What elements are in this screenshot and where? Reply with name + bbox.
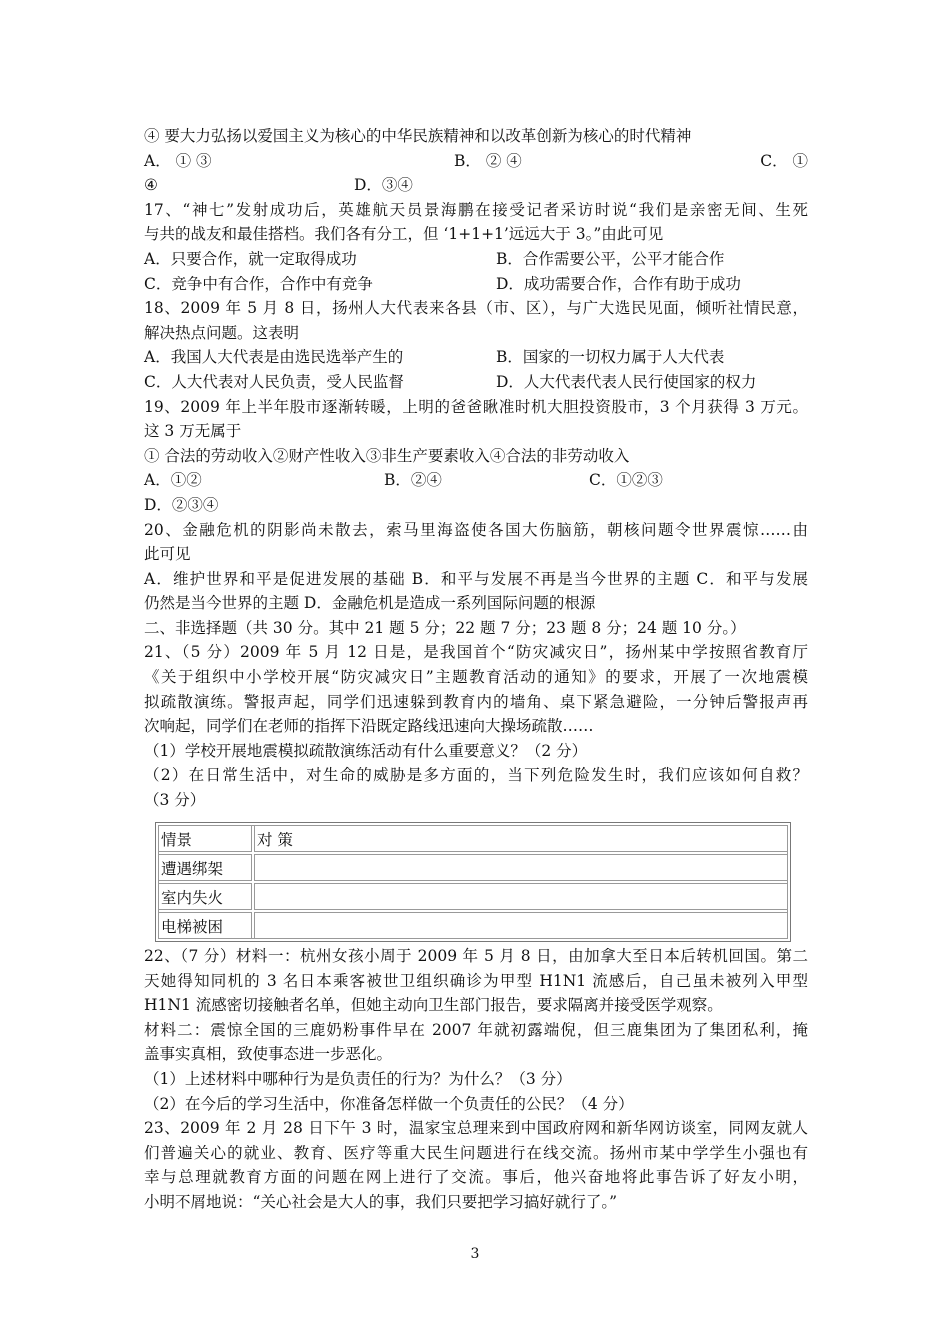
question-18-cont: 解决热点问题。这表明: [144, 323, 300, 342]
question-23-cont: 们普遍关心的就业、教育、医疗等重大民生问题进行在线交流。扬州市某中学学生小强也有: [144, 1143, 808, 1162]
option-c: C．竞争中有合作，合作中有竞争: [144, 274, 373, 293]
table-header-cell: 对 策: [254, 825, 788, 852]
option-d: D．③④: [354, 176, 413, 195]
option-a: A．只要合作，就一定取得成功: [144, 249, 357, 268]
sub-question-points: （3 分）: [144, 791, 206, 810]
option-d: D．②③④: [144, 495, 219, 514]
table-row: [158, 912, 788, 939]
document-page-lower: [144, 944, 808, 1215]
question-23-cont: 小明不屑地说：“关心社会是大人的事，我们只要把学习搞好就行了。”: [144, 1192, 618, 1211]
question-18: 18、2009 年 5 月 8 日，扬州人大代表来各县（市、区），与广大选民见面，倾听社情民意，: [144, 299, 808, 318]
question-19-cont: 这 3 万无属于: [144, 422, 242, 441]
option-b: B．合作需要公平，公平才能合作: [496, 249, 725, 268]
question-22-material: 材料二：震惊全国的三鹿奶粉事件早在 2007 年就初露端倪，但三鹿集团为了集团私利，掩: [144, 1020, 808, 1039]
sub-question: （2）在今后的学习生活中，你准备怎样做一个负责任的公民？（4 分）: [144, 1094, 634, 1113]
question-17-cont: 与共的战友和最佳搭档。我们各有分工，但 ‘1+1+1’远远大于 3。”由此可见: [144, 225, 664, 244]
question-17: 17、“神七”发射成功后，英雄航天员景海鹏在接受记者采访时说“我们是亲密无间、生死: [144, 200, 808, 219]
option-b: B．国家的一切权力属于人大代表: [496, 348, 725, 367]
option-c-cont: ④: [144, 176, 158, 195]
option-c: C．人大代表对人民负责，受人民监督: [144, 372, 404, 391]
options-row: [144, 173, 808, 198]
document-page: [144, 124, 808, 813]
option-a: A．①②: [144, 471, 202, 490]
question-23-cont: 幸与总理就教育方面的问题在网上进行了交流。事后，他兴奋地将此事告诉了好友小明，: [144, 1168, 808, 1187]
question-19: 19、2009 年上半年股市逐渐转暖，上明的爸爸瞅准时机大胆投资股市，3 个月获得 3 万元。: [144, 397, 808, 416]
options-row: [144, 149, 808, 174]
question-20-cont: 此可见: [144, 545, 191, 564]
answer-cell[interactable]: [254, 912, 788, 939]
question-22-material-cont: 盖事实真相，致使事态进一步恶化。: [144, 1045, 393, 1064]
question-21-cont: 《关于组织中小学校开展“防灾减灾日”主题教育活动的通知》的要求，开展了一次地震模: [144, 668, 808, 687]
page-number: 3: [470, 1246, 480, 1262]
question-22-cont: 天她得知同机的 3 名日本乘客被世卫组织确诊为甲型 H1N1 流感后，自己虽未被列入甲型: [144, 971, 808, 990]
sub-question: （2）在日常生活中，对生命的威胁是多方面的，当下列危险发生时，我们应该如何自救？: [144, 766, 808, 785]
table-header-row: [158, 825, 788, 852]
question-22: 22、（7 分）材料一：杭州女孩小周于 2009 年 5 月 8 日，由加拿大至日本后转机回国。第二: [144, 947, 808, 965]
question-20-options-cont: 仍然是当今世界的主题 D．金融危机是造成一系列国际问题的根源: [144, 594, 596, 613]
options-row: [144, 468, 808, 493]
question-21-cont: 次响起，同学们在老师的指挥下沿既定路线迅速向大操场疏散……: [144, 717, 594, 736]
option-b: B． ② ④: [454, 151, 522, 170]
table-header-cell: 情景: [158, 825, 252, 852]
option-d: D．成功需要合作，合作有助于成功: [496, 274, 741, 293]
question-19-items: ① 合法的劳动收入②财产性收入③非生产要素收入④合法的非劳动收入: [144, 446, 630, 465]
options-row: [144, 272, 808, 297]
question-20: 20、金融危机的阴影尚未散去，索马里海盗使各国大伤脑筋，朝核问题令世界震惊……由: [144, 520, 808, 539]
options-row: [144, 370, 808, 395]
options-row: [144, 247, 808, 272]
option-a: A．我国人大代表是由选民选举产生的: [144, 348, 404, 367]
response-table: [155, 822, 791, 942]
question-20-options: A．维护世界和平是促进发展的基础 B．和平与发展不再是当今世界的主题 C．和平与发展: [144, 569, 808, 588]
table-row: [158, 854, 788, 881]
question-21-cont: 拟疏散演练。警报声起，同学们迅速躲到教育内的墙角、桌下紧急避险，一分钟后警报声再: [144, 692, 808, 711]
question-21: 21、（5 分）2009 年 5 月 12 日是，是我国首个“防灾减灾日”，扬州某中学按照省教育厅: [144, 643, 808, 662]
question-22-cont: H1N1 流感密切接触者名单，但她主动向卫生部门报告，要求隔离并接受医学观察。: [144, 996, 723, 1015]
option-c: C．①②③: [589, 471, 663, 490]
option-c: C． ①: [760, 151, 808, 170]
sub-question: （1）上述材料中哪种行为是负责任的行为？为什么？（3 分）: [144, 1069, 572, 1088]
scenario-cell: 电梯被困: [158, 912, 252, 939]
option-a: A． ① ③: [144, 151, 212, 170]
scenario-cell: 室内失火: [158, 883, 252, 910]
option-d: D．人大代表代表人民行使国家的权力: [496, 372, 757, 391]
answer-cell[interactable]: [254, 854, 788, 881]
table-row: [158, 883, 788, 910]
answer-cell[interactable]: [254, 883, 788, 910]
scenario-cell: 遭遇绑架: [158, 854, 252, 881]
sub-question: （1）学校开展地震模拟疏散演练活动有什么重要意义？（2 分）: [144, 741, 588, 760]
options-row: [144, 345, 808, 370]
question-23: 23、2009 年 2 月 28 日下午 3 时，温家宝总理来到中国政府网和新华网访谈室，同网友就人: [144, 1119, 808, 1138]
option-line: ④ 要大力弘扬以爱国主义为核心的中华民族精神和以改革创新为核心的时代精神: [144, 127, 692, 145]
option-b: B．②④: [384, 471, 442, 490]
section-heading: 二、非选择题（共 30 分。其中 21 题 5 分；22 题 7 分；23 题 8 分；24 题 10 分。）: [144, 618, 746, 637]
